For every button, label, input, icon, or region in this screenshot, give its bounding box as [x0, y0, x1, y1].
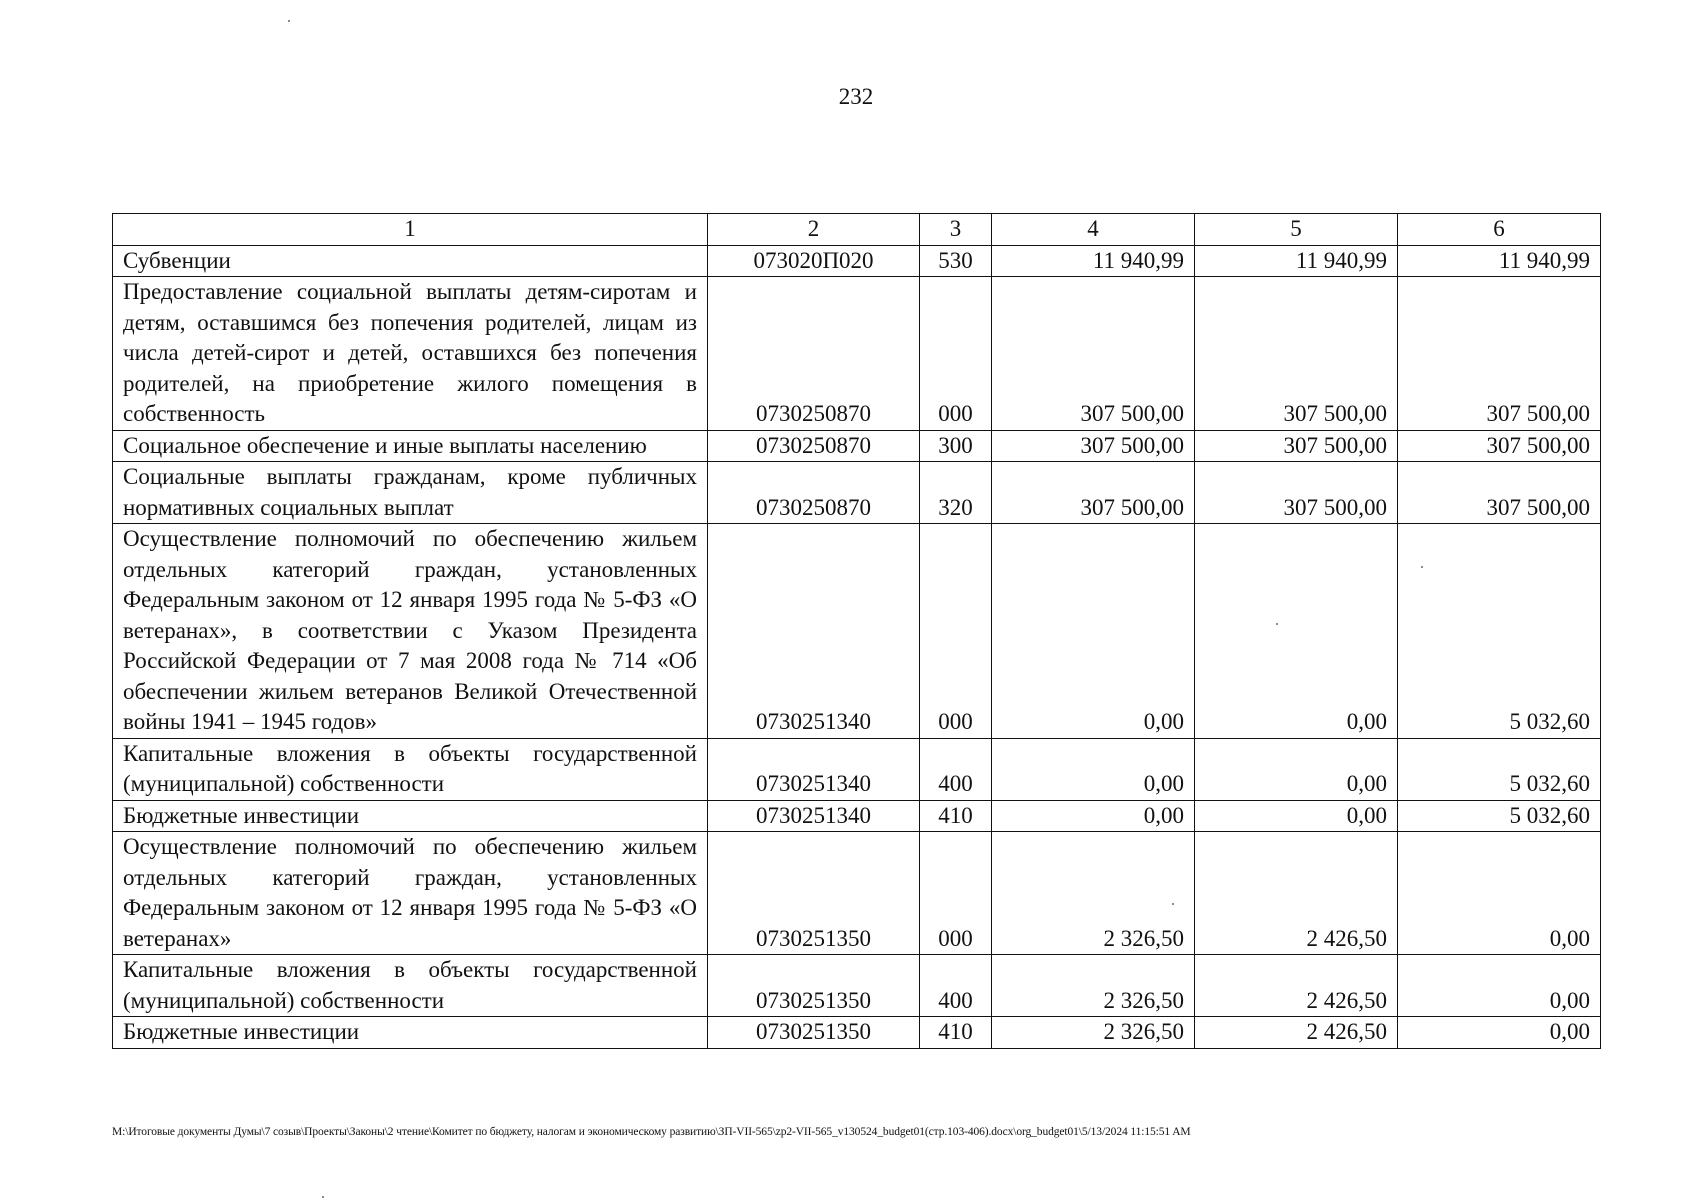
row-type-cell: 410	[920, 800, 992, 832]
row-type-cell: 000	[920, 832, 992, 955]
row-value-cell: 2 326,50	[992, 955, 1195, 1017]
column-header: 3	[920, 214, 992, 246]
column-header: 5	[1195, 214, 1398, 246]
row-name-cell: Капитальные вложения в объекты государственной (муниципальной) собственности	[113, 738, 708, 800]
row-value-cell: 307 500,00	[992, 430, 1195, 462]
row-name-cell: Осуществление полномочий по обеспечению жильем отдельных категорий граждан, установленных Федеральным законом от 12 января 1995 года № 5-ФЗ «О ветеранах», в соответствии с Указом Президента Российской Федерации от 7 мая 2008 года № 714 «Об обеспечении жильем ветеранов Великой Отечественной войны 1941 – 1945 годов»	[113, 524, 708, 739]
row-type-cell: 410	[920, 1017, 992, 1049]
row-value-cell: 2 326,50	[992, 1017, 1195, 1049]
column-header: 6	[1398, 214, 1601, 246]
table-row	[113, 277, 1601, 431]
document-file-path: M:\Итоговые документы Думы\7 созыв\Проекты\Законы\2 чтение\Комитет по бюджету, налогам и экономическому развитию\ЗП-VII-565\zp2-VII-565_v130524_budget01(стр.103-406).docx\org_budget01\5/13/2024 11:15:51 AM	[112, 1126, 1191, 1138]
row-value-cell: 307 500,00	[1398, 462, 1601, 524]
table-row	[113, 1017, 1601, 1049]
column-header: 2	[708, 214, 920, 246]
row-code-cell: 073020П020	[708, 245, 920, 277]
row-value-cell: 5 032,60	[1398, 738, 1601, 800]
row-value-cell: 307 500,00	[1195, 462, 1398, 524]
row-value-cell: 11 940,99	[1195, 245, 1398, 277]
row-type-cell: 400	[920, 738, 992, 800]
row-name-cell: Предоставление социальной выплаты детям-сиротам и детям, оставшимся без попечения родителей, лицам из числа детей-сирот и детей, оставшихся без попечения родителей, на приобретение жилого помещения в собственность	[113, 277, 708, 431]
row-type-cell: 300	[920, 430, 992, 462]
row-value-cell: 307 500,00	[1398, 277, 1601, 431]
row-value-cell: 5 032,60	[1398, 524, 1601, 739]
scan-speck	[1172, 903, 1174, 905]
column-header: 4	[992, 214, 1195, 246]
row-code-cell: 0730251340	[708, 738, 920, 800]
row-value-cell: 0,00	[992, 524, 1195, 739]
table-row	[113, 430, 1601, 462]
row-value-cell: 0,00	[1398, 832, 1601, 955]
row-value-cell: 307 500,00	[992, 462, 1195, 524]
row-code-cell: 0730251340	[708, 800, 920, 832]
row-name-cell: Осуществление полномочий по обеспечению жильем отдельных категорий граждан, установленных Федеральным законом от 12 января 1995 года № 5-ФЗ «О ветеранах»	[113, 832, 708, 955]
row-value-cell: 5 032,60	[1398, 800, 1601, 832]
row-value-cell: 0,00	[1195, 738, 1398, 800]
row-value-cell: 11 940,99	[992, 245, 1195, 277]
row-type-cell: 530	[920, 245, 992, 277]
row-value-cell: 11 940,99	[1398, 245, 1601, 277]
row-value-cell: 307 500,00	[1398, 430, 1601, 462]
table-row	[113, 832, 1601, 955]
row-code-cell: 0730250870	[708, 462, 920, 524]
row-code-cell: 0730250870	[708, 277, 920, 431]
scan-speck	[1421, 566, 1423, 568]
scan-speck	[322, 1196, 324, 1198]
row-value-cell: 2 326,50	[992, 832, 1195, 955]
table-row	[113, 955, 1601, 1017]
row-value-cell: 2 426,50	[1195, 1017, 1398, 1049]
row-value-cell: 307 500,00	[1195, 277, 1398, 431]
row-code-cell: 0730250870	[708, 430, 920, 462]
row-name-cell: Бюджетные инвестиции	[113, 800, 708, 832]
row-code-cell: 0730251350	[708, 832, 920, 955]
row-value-cell: 307 500,00	[1195, 430, 1398, 462]
table-row	[113, 738, 1601, 800]
column-header: 1	[113, 214, 708, 246]
row-type-cell: 400	[920, 955, 992, 1017]
table-header-row	[113, 214, 1601, 246]
table-row	[113, 462, 1601, 524]
row-value-cell: 0,00	[1195, 524, 1398, 739]
row-name-cell: Бюджетные инвестиции	[113, 1017, 708, 1049]
scan-speck	[1276, 623, 1278, 625]
row-code-cell: 0730251340	[708, 524, 920, 739]
row-value-cell: 2 426,50	[1195, 955, 1398, 1017]
table-row	[113, 800, 1601, 832]
row-name-cell: Субвенции	[113, 245, 708, 277]
row-name-cell: Социальное обеспечение и иные выплаты населению	[113, 430, 708, 462]
table-row	[113, 245, 1601, 277]
page-number: 232	[838, 84, 874, 109]
row-name-cell: Капитальные вложения в объекты государственной (муниципальной) собственности	[113, 955, 708, 1017]
row-value-cell: 2 426,50	[1195, 832, 1398, 955]
row-code-cell: 0730251350	[708, 955, 920, 1017]
scan-speck	[288, 20, 290, 22]
row-value-cell: 0,00	[1398, 955, 1601, 1017]
row-value-cell: 0,00	[1195, 800, 1398, 832]
row-type-cell: 000	[920, 277, 992, 431]
row-type-cell: 320	[920, 462, 992, 524]
row-value-cell: 307 500,00	[992, 277, 1195, 431]
row-value-cell: 0,00	[992, 800, 1195, 832]
table-row	[113, 524, 1601, 739]
row-name-cell: Социальные выплаты гражданам, кроме публичных нормативных социальных выплат	[113, 462, 708, 524]
row-value-cell: 0,00	[1398, 1017, 1601, 1049]
row-type-cell: 000	[920, 524, 992, 739]
row-value-cell: 0,00	[992, 738, 1195, 800]
budget-table	[112, 213, 1601, 1049]
row-code-cell: 0730251350	[708, 1017, 920, 1049]
